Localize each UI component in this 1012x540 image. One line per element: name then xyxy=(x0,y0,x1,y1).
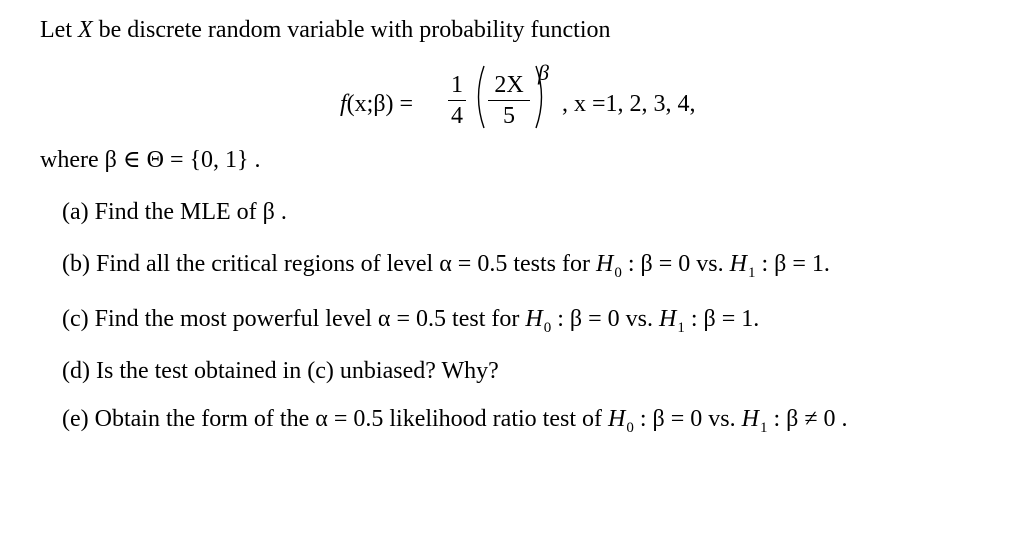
formula-arguments: (x;β) = xyxy=(346,91,414,117)
fraction-two-x-over-five xyxy=(488,72,530,129)
question-e-h1: H xyxy=(741,406,759,432)
question-b-h1: H xyxy=(729,251,747,277)
intro-prefix: Let xyxy=(40,17,78,43)
question-c xyxy=(62,305,759,336)
fraction-1-numerator: 1 xyxy=(451,72,463,98)
question-c-h0: H xyxy=(525,306,543,332)
question-e-h0: H xyxy=(607,406,626,432)
formula-lhs xyxy=(340,90,413,118)
fraction-1-bar xyxy=(448,100,466,101)
fraction-2-numerator: 2X xyxy=(494,72,524,98)
question-b-alternative: : β = 1. xyxy=(755,251,830,277)
question-c-text: (c) Find the most powerful level α = 0.5 test for xyxy=(62,306,526,332)
question-c-h1: H xyxy=(658,306,677,332)
question-b-text: (b) Find all the critical regions of level α = 0.5 tests for xyxy=(62,251,596,277)
question-e-null: : β = 0 vs. xyxy=(633,406,742,432)
parameter-space-statement: where β ∈ Θ = {0, 1} . xyxy=(40,147,261,173)
fraction-2-bar xyxy=(488,100,530,101)
question-b-h0-subscript: 0 xyxy=(614,265,622,281)
question-c-h1-subscript: 1 xyxy=(677,320,685,336)
fraction-1-denominator: 4 xyxy=(451,103,463,129)
question-e-h0-subscript: 0 xyxy=(626,420,634,436)
question-a: (a) Find the MLE of β . xyxy=(62,199,287,225)
probability-function-formula xyxy=(340,60,720,140)
question-e-h1-subscript: 1 xyxy=(759,420,768,436)
question-c-null: : β = 0 vs. xyxy=(551,306,659,332)
intro-suffix: be discrete random variable with probability function xyxy=(92,17,611,43)
formula-function-name: f xyxy=(340,91,347,117)
question-e xyxy=(62,405,848,436)
question-b-h0: H xyxy=(595,251,614,277)
question-d: (d) Is the test obtained in (c) unbiased? Why? xyxy=(62,358,499,384)
question-e-alternative: : β ≠ 0 . xyxy=(767,406,848,432)
intro-sentence xyxy=(40,16,611,44)
fraction-one-quarter xyxy=(448,72,466,129)
question-b-null: : β = 0 vs. xyxy=(621,251,730,277)
question-c-alternative: : β = 1. xyxy=(684,306,760,332)
question-c-h0-subscript: 0 xyxy=(543,320,552,336)
question-e-text: (e) Obtain the form of the α = 0.5 likelihood ratio test of xyxy=(62,406,608,432)
formula-support: , x =1, 2, 3, 4, xyxy=(562,91,696,117)
formula-exponent: β xyxy=(538,60,549,85)
left-parenthesis xyxy=(472,64,486,130)
question-b xyxy=(62,250,830,281)
fraction-2-denominator: 5 xyxy=(503,103,515,129)
question-b-h1-subscript: 1 xyxy=(747,265,756,281)
intro-variable: X xyxy=(77,17,93,43)
